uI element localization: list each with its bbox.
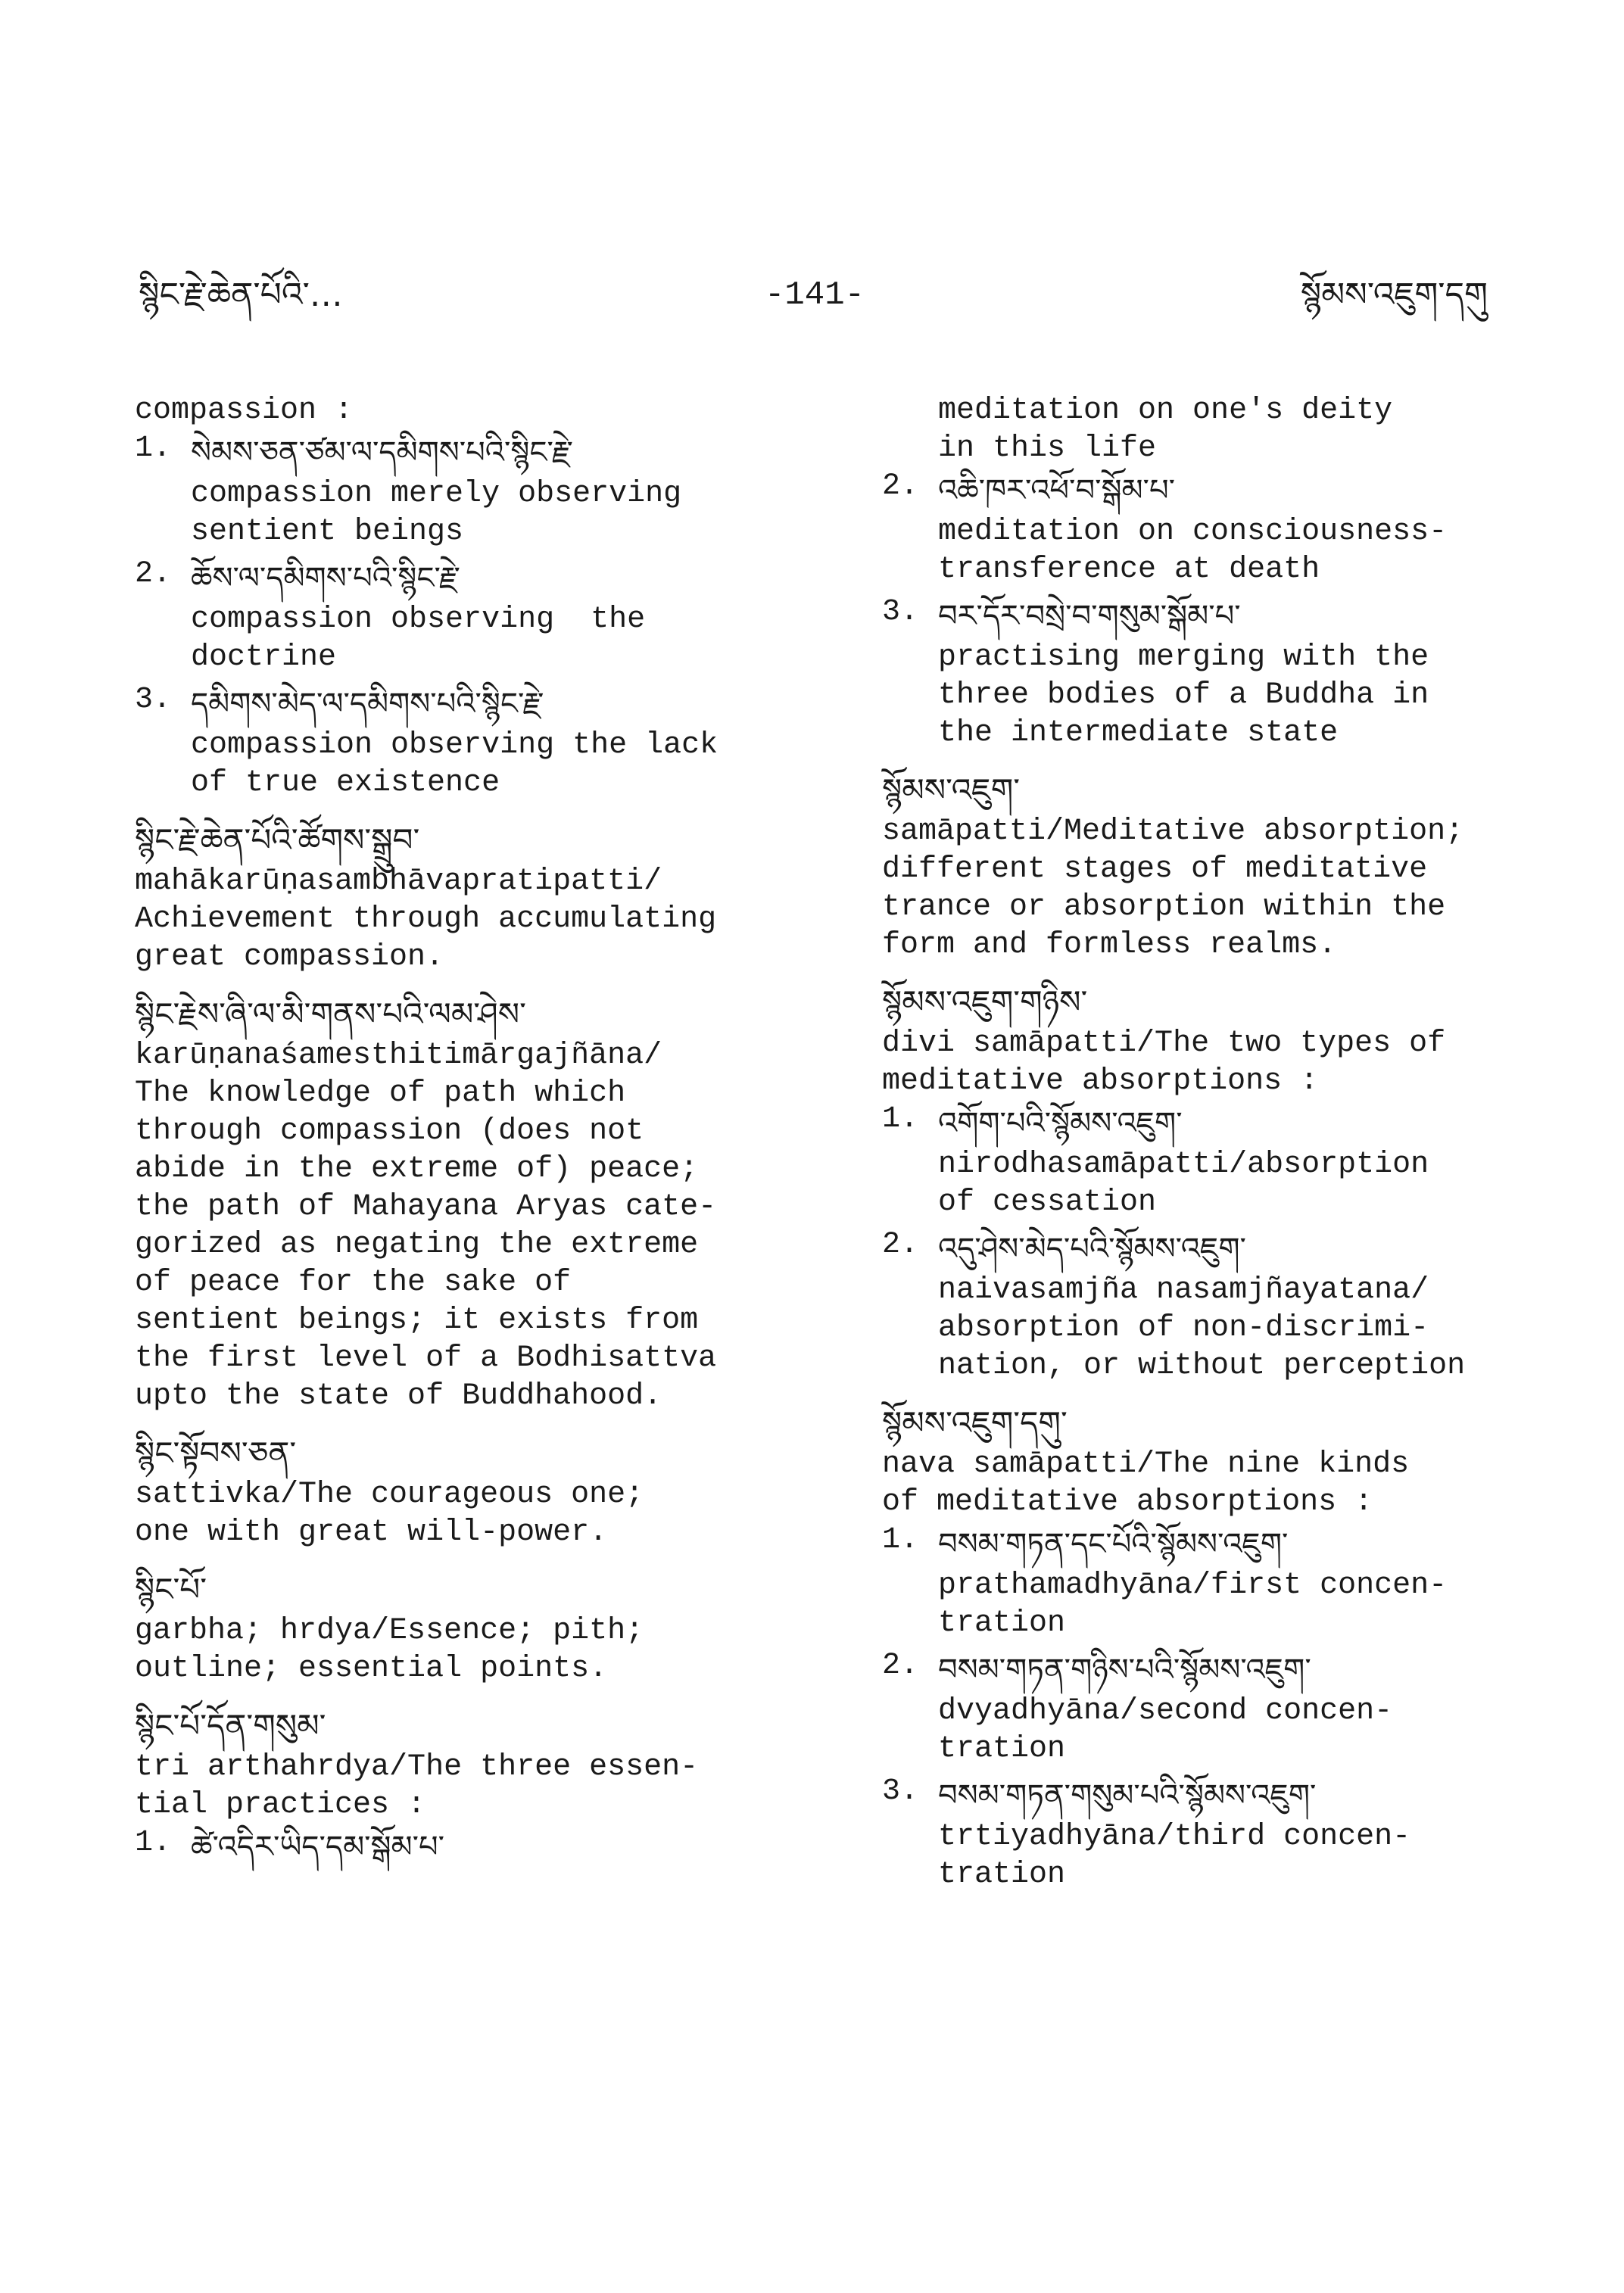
item-number: 2.	[882, 1649, 919, 1683]
definition-line: three bodies of a Buddha in	[938, 678, 1429, 712]
tibetan-term: བར་དོར་བསྲེ་བ་གསུམ་སྒོམ་པ་	[938, 599, 1241, 634]
item-number: 2.	[882, 469, 919, 503]
entry-headword: སྙིང་རྗེས་ཞི་ལ་མི་གནས་པའི་ལམ་ཤེས་	[135, 995, 526, 1033]
definition-line: of true existence	[191, 766, 500, 800]
definition-line: naivasamjña nasamjñayatana/	[938, 1273, 1429, 1307]
definition-line: transference at death	[938, 553, 1320, 587]
definition-line: in this life	[938, 431, 1157, 466]
list-item	[135, 556, 786, 677]
tibetan-term: བསམ་གཏན་གསུམ་པའི་སྙོམས་འཇུག་	[938, 1778, 1317, 1813]
page-number: -141-	[765, 276, 865, 314]
definition-line: trtiyadhyāna/third concen-	[938, 1820, 1411, 1854]
dictionary-entry	[135, 818, 786, 977]
tibetan-term: དམིགས་མེད་ལ་དམིགས་པའི་སྙིང་རྗེ་	[191, 687, 544, 721]
definition-line: great compassion.	[135, 940, 444, 974]
definition-line: sentient beings; it exists from	[135, 1304, 699, 1338]
definition-line: meditation on consciousness-	[938, 515, 1448, 549]
definition-line: of cessation	[938, 1185, 1157, 1220]
dictionary-entry	[135, 992, 786, 1416]
item-number: 1.	[135, 431, 172, 466]
item-number: 2.	[882, 1228, 919, 1262]
definition-line: the first level of a Bodhisattva	[135, 1341, 717, 1375]
definition-line: meditation on one's deity	[938, 394, 1393, 428]
list-item	[882, 1226, 1533, 1385]
definition-line: absorption of non-discrimi-	[938, 1311, 1429, 1345]
definition-line: tration	[938, 1858, 1066, 1892]
list-item	[882, 1773, 1533, 1894]
dictionary-entry	[135, 1703, 786, 1870]
tibetan-term: འདུ་ཤེས་མེད་པའི་སྙོམས་འཇུག་	[938, 1232, 1246, 1266]
dictionary-entry	[135, 1431, 786, 1552]
definition-line: prathamadhyāna/first concen-	[938, 1569, 1448, 1603]
list-item	[882, 1647, 1533, 1768]
entry-headword: སྙིང་རྗེ་ཆེན་པོའི་ཚོགས་སྒྲུབ་	[135, 821, 420, 858]
item-number: 3.	[882, 595, 919, 629]
definition-line: through compassion (does not	[135, 1114, 644, 1148]
definition-line: samāpatti/Meditative absorption;	[882, 815, 1464, 849]
entry-headword: སྙོམས་འཇུག་	[882, 771, 1021, 808]
definition-line: tration	[938, 1732, 1066, 1766]
right-column	[882, 392, 1533, 1909]
definition-line: sentient beings	[191, 515, 464, 549]
tibetan-term: འགོག་པའི་སྙོམས་འཇུག་	[938, 1106, 1183, 1141]
continued-entry	[135, 392, 786, 802]
definition-line: meditative absorptions :	[882, 1064, 1319, 1098]
definition-line: dvyadhyāna/second concen-	[938, 1694, 1393, 1728]
dictionary-entry	[135, 1567, 786, 1688]
list-item	[882, 468, 1533, 589]
definition-line: one with great will-power.	[135, 1516, 608, 1550]
left-column	[135, 392, 786, 1885]
tibetan-term: ཆོས་ལ་དམིགས་པའི་སྙིང་རྗེ་	[191, 561, 460, 596]
definition-line: karūṇanaśamesthitimārgajñāna/	[135, 1039, 662, 1073]
list-item	[882, 1522, 1533, 1643]
definition-line: nation, or without perception	[938, 1349, 1466, 1383]
entry-headword: སྙིང་པོ་དོན་གསུམ་	[135, 1707, 326, 1744]
definition-line: mahākarūṇasambhāvapratipatti/	[135, 865, 662, 899]
definition-line: nirodhasamāpatti/absorption	[938, 1148, 1429, 1182]
entry-headword: སྙིང་སྟོབས་ཅན་	[135, 1435, 297, 1472]
definition-line: practising merging with the	[938, 640, 1429, 675]
continued-entry	[882, 392, 1533, 752]
item-number: 1.	[882, 1523, 919, 1557]
running-header-left: སྙིང་རྗེ་ཆེན་པོའི་…	[139, 276, 343, 314]
definition-line: tration	[938, 1606, 1066, 1640]
definition-line: of peace for the sake of	[135, 1266, 572, 1300]
entry-headword: སྙོམས་འཇུག་གཉིས་	[882, 983, 1088, 1020]
definition-line: different stages of meditative	[882, 852, 1428, 886]
definition-line: compassion merely observing	[191, 477, 682, 511]
definition-line: form and formless realms.	[882, 928, 1337, 962]
definition-line: doctrine	[191, 640, 337, 675]
definition-line: the path of Mahayana Aryas cate-	[135, 1190, 717, 1224]
definition-line: gorized as negating the extreme	[135, 1228, 699, 1262]
item-number: 1.	[882, 1102, 919, 1136]
item-number: 1.	[135, 1826, 172, 1860]
definition-line: tri arthahrdya/The three essen-	[135, 1750, 699, 1784]
list-item	[135, 430, 786, 551]
list-item	[882, 1101, 1533, 1222]
dictionary-entry	[882, 768, 1533, 964]
definition-line: The knowledge of path which	[135, 1076, 626, 1111]
definition-line: divi samāpatti/The two types of	[882, 1027, 1446, 1061]
definition-line: compassion observing the lack	[191, 728, 718, 762]
tibetan-term: བསམ་གཏན་དང་པོའི་སྙོམས་འཇུག་	[938, 1527, 1289, 1562]
item-number: 2.	[135, 557, 172, 591]
definition-line: the intermediate state	[938, 716, 1339, 750]
running-header-right: སྙོམས་འཇུག་དགུ	[1300, 276, 1488, 314]
entry-intro: compassion :	[135, 394, 354, 428]
definition-line: upto the state of Buddhahood.	[135, 1379, 662, 1413]
entry-headword: སྙིང་པོ་	[135, 1571, 207, 1608]
definition-line: nava samāpatti/The nine kinds	[882, 1447, 1410, 1481]
list-item	[135, 681, 786, 802]
definition-line: trance or absorption within the	[882, 890, 1446, 924]
dictionary-entry	[882, 980, 1533, 1385]
definition-line: outline; essential points.	[135, 1652, 608, 1686]
definition-line: of meditative absorptions :	[882, 1485, 1373, 1519]
item-number: 3.	[135, 683, 172, 717]
dictionary-entry	[882, 1400, 1533, 1894]
definition-line: tial practices :	[135, 1788, 426, 1822]
list-item	[882, 594, 1533, 752]
definition-line: compassion observing the	[191, 603, 646, 637]
list-item	[135, 1824, 786, 1870]
entry-headword: སྙོམས་འཇུག་དགུ་	[882, 1404, 1068, 1441]
definition-line: abide in the extreme of) peace;	[135, 1152, 699, 1186]
tibetan-term: འཆི་ཁར་འཕོ་བ་སྒོམ་པ་	[938, 473, 1175, 508]
definition-line: garbha; hrdya/Essence; pith;	[135, 1614, 644, 1648]
tibetan-term: སེམས་ཅན་ཙམ་ལ་དམིགས་པའི་སྙིང་རྗེ་	[191, 435, 573, 470]
definition-line: Achievement through accumulating	[135, 902, 717, 936]
item-number: 3.	[882, 1774, 919, 1809]
tibetan-term: ཚེ་འདིར་ཡིད་དམ་སྒོམ་པ་	[191, 1830, 445, 1865]
definition-line: sattivka/The courageous one;	[135, 1478, 644, 1512]
tibetan-term: བསམ་གཏན་གཉིས་པའི་སྙོམས་འཇུག་	[938, 1653, 1311, 1687]
